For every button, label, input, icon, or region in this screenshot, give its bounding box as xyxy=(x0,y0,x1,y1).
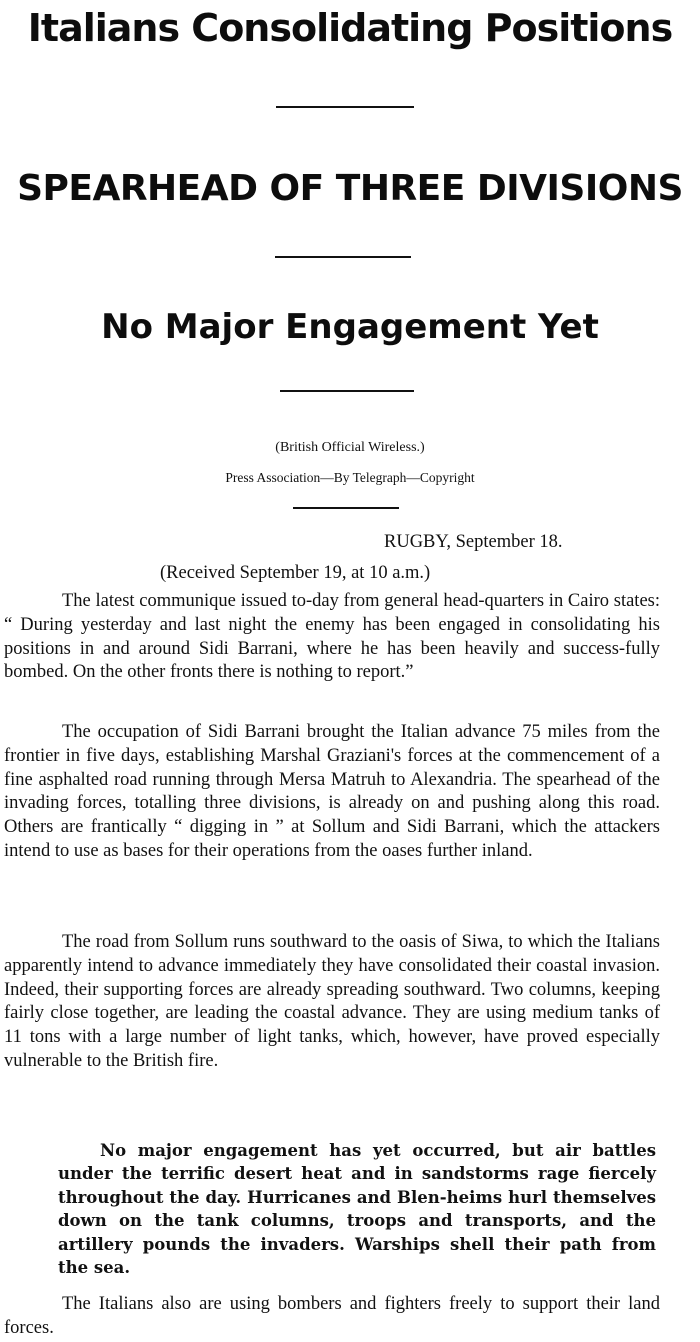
dateline: RUGBY, September 18. xyxy=(384,532,563,552)
article-body-paragraph xyxy=(4,721,660,864)
paragraph-text: The occupation of Sidi Barrani brought the Italian advance 75 miles from the frontier in five days, establishing Marshal Graziani's forces at the commencement of a fine asphalted road running through Mersa Matruh to Alexandria. The spearhead of the invading forces, totalling three divisions, is already on and pushing along this road. Others are frantically “ digging in ” at Sollum and Sidi Barrani, which the attackers intend to use as bases for their operations from the oases further inland. xyxy=(4,722,660,861)
received-note: (Received September 19, at 10 a.m.) xyxy=(160,563,431,583)
subheadline: SPEARHEAD OF THREE DIVISIONS xyxy=(17,168,683,209)
headline: Italians Consolidating Positions xyxy=(27,6,673,50)
deck-headline: No Major Engagement Yet xyxy=(101,307,599,347)
divider-rule xyxy=(276,106,414,108)
article-body-paragraph xyxy=(4,590,660,685)
article-body-paragraph xyxy=(4,931,660,1074)
divider-rule xyxy=(280,390,414,392)
paragraph-text: The road from Sollum runs southward to the oasis of Siwa, to which the Italians apparently intend to advance immediately they have consolidated their coastal invasion. Indeed, their supporting forces are already spreading southward. Two columns, keeping fairly close together, are leading the coastal advance. They are using medium tanks of 11 tons with a large number of light tanks, which, however, have proved especially vulnerable to the British fire. xyxy=(4,932,660,1071)
divider-rule xyxy=(275,256,411,258)
bold-paragraph xyxy=(58,1139,656,1279)
divider-rule xyxy=(293,507,399,509)
paragraph-text: No major engagement has yet occurred, but air battles under the terrific desert heat and in sandstorms rage fiercely throughout the day. Hurricanes and Blen-heims hurl themselves down on the tank columns, troops and transports, and the artillery pounds the invaders. Warships shell their path from the sea. xyxy=(58,1141,656,1278)
paragraph-text: The Italians also are using bombers and fighters freely to support their land forces. xyxy=(4,1294,660,1338)
copyright-credit: Press Association—By Telegraph—Copyright xyxy=(225,470,475,485)
paragraph-text: The latest communique issued to-day from general head-quarters in Cairo states: “ During yesterday and last night the enemy has been engaged in consolidating his positions in and around Sidi Barrani, where he has been heavily and success-fully bombed. On the other fronts there is nothing to report.” xyxy=(4,591,660,683)
article-body-paragraph xyxy=(4,1293,660,1341)
source-credit: (British Official Wireless.) xyxy=(275,440,425,455)
